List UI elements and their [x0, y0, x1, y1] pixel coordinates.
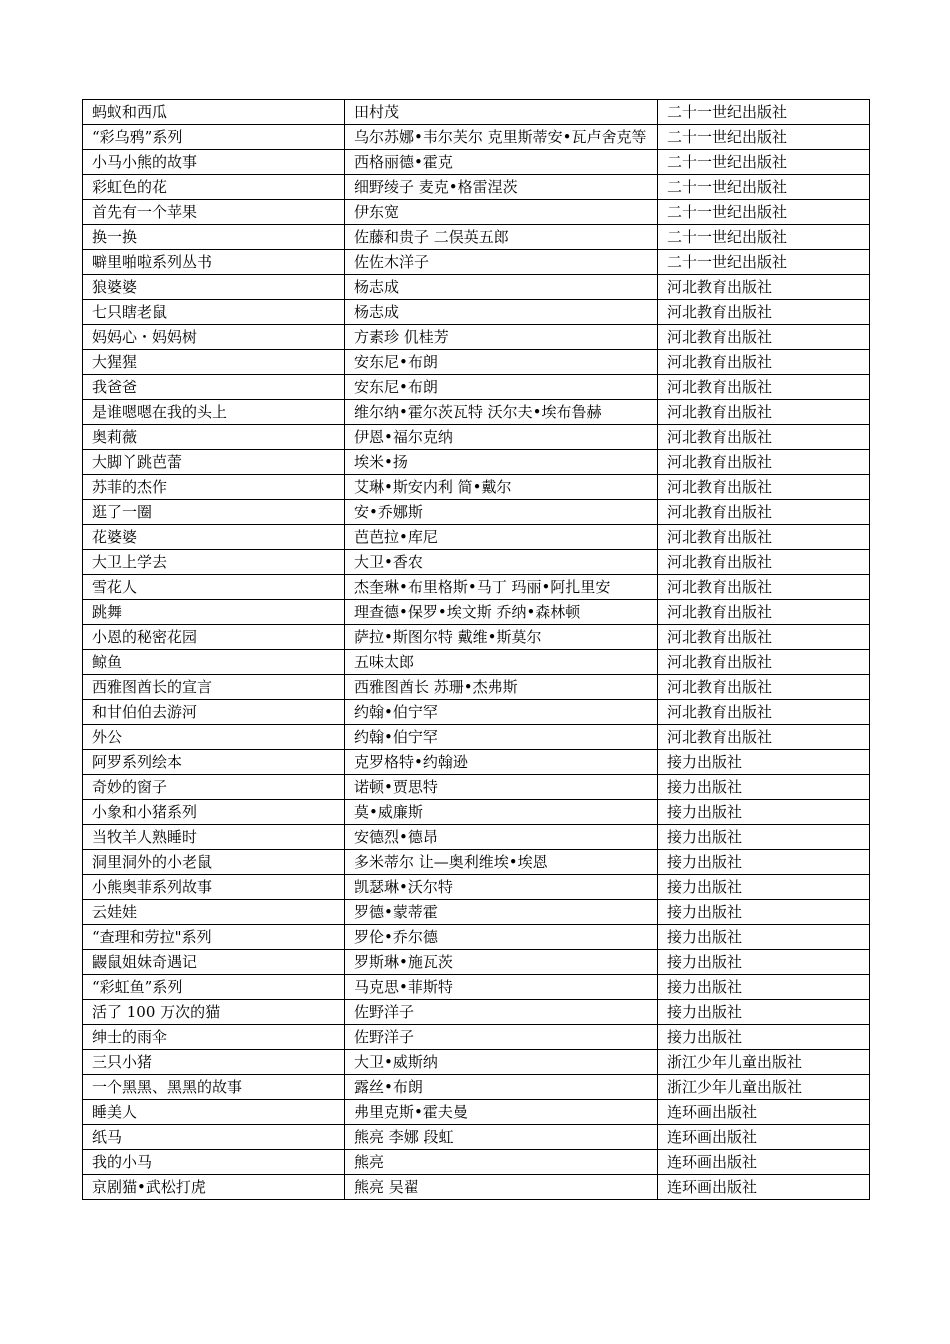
table-row [83, 225, 870, 250]
publisher-cell: 二十一世纪出版社 [658, 150, 870, 175]
book-title-cell: 彩虹色的花 [83, 175, 345, 200]
table-row [83, 825, 870, 850]
book-title-cell: 我的小马 [83, 1150, 345, 1175]
publisher-cell: 二十一世纪出版社 [658, 100, 870, 125]
book-title-cell: “彩乌鸦”系列 [83, 125, 345, 150]
publisher-cell: 河北教育出版社 [658, 525, 870, 550]
publisher-cell: 接力出版社 [658, 850, 870, 875]
author-cell: 五味太郎 [345, 650, 658, 675]
table-row [83, 1000, 870, 1025]
table-row [83, 500, 870, 525]
publisher-cell: 河北教育出版社 [658, 400, 870, 425]
table-row [83, 675, 870, 700]
author-cell: 佐佐木洋子 [345, 250, 658, 275]
author-cell: 露丝•布朗 [345, 1075, 658, 1100]
publisher-cell: 连环画出版社 [658, 1125, 870, 1150]
book-title-cell: 鼹鼠姐妹奇遇记 [83, 950, 345, 975]
book-title-cell: 雪花人 [83, 575, 345, 600]
publisher-cell: 连环画出版社 [658, 1100, 870, 1125]
book-title-cell: 小象和小猪系列 [83, 800, 345, 825]
table-row [83, 950, 870, 975]
table-row [83, 100, 870, 125]
author-cell: 马克思•菲斯特 [345, 975, 658, 1000]
book-title-cell: 我爸爸 [83, 375, 345, 400]
book-title-cell: 小熊奥菲系列故事 [83, 875, 345, 900]
author-cell: 伊恩•福尔克纳 [345, 425, 658, 450]
book-title-cell: 七只瞎老鼠 [83, 300, 345, 325]
publisher-cell: 河北教育出版社 [658, 425, 870, 450]
publisher-cell: 河北教育出版社 [658, 375, 870, 400]
table-row [83, 575, 870, 600]
author-cell: 克罗格特•约翰逊 [345, 750, 658, 775]
publisher-cell: 河北教育出版社 [658, 650, 870, 675]
publisher-cell: 河北教育出版社 [658, 450, 870, 475]
book-title-cell: 三只小猪 [83, 1050, 345, 1075]
publisher-cell: 河北教育出版社 [658, 700, 870, 725]
book-title-cell: 小马小熊的故事 [83, 150, 345, 175]
table-row [83, 975, 870, 1000]
book-title-cell: 纸马 [83, 1125, 345, 1150]
publisher-cell: 河北教育出版社 [658, 725, 870, 750]
author-cell: 安德烈•德昂 [345, 825, 658, 850]
table-row [83, 800, 870, 825]
author-cell: 罗伦•乔尔德 [345, 925, 658, 950]
book-title-cell: 阿罗系列绘本 [83, 750, 345, 775]
author-cell: 弗里克斯•霍夫曼 [345, 1100, 658, 1125]
author-cell: 诺顿•贾思特 [345, 775, 658, 800]
table-row [83, 175, 870, 200]
book-title-cell: 是谁嗯嗯在我的头上 [83, 400, 345, 425]
table-row [83, 450, 870, 475]
table-row [83, 1025, 870, 1050]
author-cell: 罗斯琳•施瓦茨 [345, 950, 658, 975]
author-cell: 细野绫子 麦克•格雷涅茨 [345, 175, 658, 200]
book-title-cell: 和甘伯伯去游河 [83, 700, 345, 725]
table-row [83, 850, 870, 875]
table-row [83, 250, 870, 275]
table-row [83, 275, 870, 300]
book-title-cell: 妈妈心・妈妈树 [83, 325, 345, 350]
author-cell: 熊亮 [345, 1150, 658, 1175]
author-cell: 理查德•保罗•埃文斯 乔纳•森林顿 [345, 600, 658, 625]
publisher-cell: 河北教育出版社 [658, 475, 870, 500]
table-row [83, 1100, 870, 1125]
publisher-cell: 河北教育出版社 [658, 550, 870, 575]
book-title-cell: 外公 [83, 725, 345, 750]
book-title-cell: “彩虹鱼”系列 [83, 975, 345, 1000]
author-cell: 埃米•扬 [345, 450, 658, 475]
table-row [83, 1050, 870, 1075]
author-cell: 西格丽德•霍克 [345, 150, 658, 175]
book-title-cell: 大猩猩 [83, 350, 345, 375]
author-cell: 大卫•香农 [345, 550, 658, 575]
publisher-cell: 河北教育出版社 [658, 300, 870, 325]
publisher-cell: 河北教育出版社 [658, 625, 870, 650]
table-row [83, 400, 870, 425]
table-row [83, 1150, 870, 1175]
publisher-cell: 接力出版社 [658, 1025, 870, 1050]
author-cell: 大卫•威斯纳 [345, 1050, 658, 1075]
book-title-cell: 狼婆婆 [83, 275, 345, 300]
table-row [83, 625, 870, 650]
book-title-cell: 跳舞 [83, 600, 345, 625]
author-cell: 维尔纳•霍尔茨瓦特 沃尔夫•埃布鲁赫 [345, 400, 658, 425]
author-cell: 安东尼•布朗 [345, 375, 658, 400]
book-title-cell: 奥莉薇 [83, 425, 345, 450]
author-cell: 多米蒂尔 让—奥利维埃•埃恩 [345, 850, 658, 875]
publisher-cell: 连环画出版社 [658, 1150, 870, 1175]
book-title-cell: 睡美人 [83, 1100, 345, 1125]
table-row [83, 525, 870, 550]
table-row [83, 475, 870, 500]
publisher-cell: 接力出版社 [658, 925, 870, 950]
author-cell: 艾琳•斯安内利 简•戴尔 [345, 475, 658, 500]
table-row [83, 650, 870, 675]
author-cell: 芭芭拉•库尼 [345, 525, 658, 550]
table-row [83, 1125, 870, 1150]
author-cell: 罗德•蒙蒂霍 [345, 900, 658, 925]
book-title-cell: 大脚丫跳芭蕾 [83, 450, 345, 475]
publisher-cell: 连环画出版社 [658, 1175, 870, 1200]
book-title-cell: “查理和劳拉"系列 [83, 925, 345, 950]
publisher-cell: 接力出版社 [658, 875, 870, 900]
book-title-cell: 蚂蚁和西瓜 [83, 100, 345, 125]
table-row [83, 125, 870, 150]
publisher-cell: 二十一世纪出版社 [658, 175, 870, 200]
book-title-cell: 一个黑黑、黑黑的故事 [83, 1075, 345, 1100]
author-cell: 乌尔苏娜•韦尔芙尔 克里斯蒂安•瓦卢舍克等 [345, 125, 658, 150]
book-title-cell: 京剧猫•武松打虎 [83, 1175, 345, 1200]
book-title-cell: 奇妙的窗子 [83, 775, 345, 800]
author-cell: 安东尼•布朗 [345, 350, 658, 375]
book-title-cell: 大卫上学去 [83, 550, 345, 575]
book-title-cell: 逛了一圈 [83, 500, 345, 525]
book-title-cell: 西雅图酋长的宣言 [83, 675, 345, 700]
author-cell: 凯瑟琳•沃尔特 [345, 875, 658, 900]
book-title-cell: 洞里洞外的小老鼠 [83, 850, 345, 875]
book-title-cell: 花婆婆 [83, 525, 345, 550]
publisher-cell: 接力出版社 [658, 825, 870, 850]
book-list-table [82, 99, 870, 1200]
publisher-cell: 接力出版社 [658, 750, 870, 775]
publisher-cell: 河北教育出版社 [658, 275, 870, 300]
publisher-cell: 接力出版社 [658, 800, 870, 825]
author-cell: 方素珍 仉桂芳 [345, 325, 658, 350]
author-cell: 佐藤和贵子 二俣英五郎 [345, 225, 658, 250]
publisher-cell: 接力出版社 [658, 900, 870, 925]
author-cell: 约翰•伯宁罕 [345, 700, 658, 725]
table-row [83, 725, 870, 750]
publisher-cell: 河北教育出版社 [658, 575, 870, 600]
publisher-cell: 接力出版社 [658, 950, 870, 975]
book-title-cell: 当牧羊人熟睡时 [83, 825, 345, 850]
publisher-cell: 河北教育出版社 [658, 600, 870, 625]
publisher-cell: 二十一世纪出版社 [658, 225, 870, 250]
book-title-cell: 小恩的秘密花园 [83, 625, 345, 650]
publisher-cell: 河北教育出版社 [658, 675, 870, 700]
author-cell: 田村茂 [345, 100, 658, 125]
author-cell: 佐野洋子 [345, 1025, 658, 1050]
book-title-cell: 绅士的雨伞 [83, 1025, 345, 1050]
publisher-cell: 河北教育出版社 [658, 500, 870, 525]
author-cell: 熊亮 吴翟 [345, 1175, 658, 1200]
table-row [83, 200, 870, 225]
author-cell: 莫•威廉斯 [345, 800, 658, 825]
book-title-cell: 首先有一个苹果 [83, 200, 345, 225]
table-row [83, 900, 870, 925]
author-cell: 佐野洋子 [345, 1000, 658, 1025]
author-cell: 伊东宽 [345, 200, 658, 225]
author-cell: 西雅图酋长 苏珊•杰弗斯 [345, 675, 658, 700]
publisher-cell: 浙江少年儿童出版社 [658, 1075, 870, 1100]
table-row [83, 600, 870, 625]
book-title-cell: 噼里啪啦系列丛书 [83, 250, 345, 275]
table-row [83, 550, 870, 575]
author-cell: 杨志成 [345, 275, 658, 300]
book-title-cell: 云娃娃 [83, 900, 345, 925]
table-row [83, 875, 870, 900]
table-row [83, 700, 870, 725]
author-cell: 约翰•伯宁罕 [345, 725, 658, 750]
book-title-cell: 活了 100 万次的猫 [83, 1000, 345, 1025]
table-row [83, 425, 870, 450]
table-row [83, 375, 870, 400]
publisher-cell: 河北教育出版社 [658, 325, 870, 350]
table-row [83, 925, 870, 950]
table-row [83, 300, 870, 325]
publisher-cell: 接力出版社 [658, 775, 870, 800]
book-title-cell: 鲸鱼 [83, 650, 345, 675]
table-row [83, 750, 870, 775]
book-title-cell: 换一换 [83, 225, 345, 250]
publisher-cell: 接力出版社 [658, 1000, 870, 1025]
book-title-cell: 苏菲的杰作 [83, 475, 345, 500]
publisher-cell: 二十一世纪出版社 [658, 250, 870, 275]
table-row [83, 1175, 870, 1200]
publisher-cell: 接力出版社 [658, 975, 870, 1000]
table-row [83, 325, 870, 350]
publisher-cell: 河北教育出版社 [658, 350, 870, 375]
publisher-cell: 浙江少年儿童出版社 [658, 1050, 870, 1075]
author-cell: 杰奎琳•布里格斯•马丁 玛丽•阿扎里安 [345, 575, 658, 600]
author-cell: 杨志成 [345, 300, 658, 325]
publisher-cell: 二十一世纪出版社 [658, 125, 870, 150]
author-cell: 安•乔娜斯 [345, 500, 658, 525]
author-cell: 萨拉•斯图尔特 戴维•斯莫尔 [345, 625, 658, 650]
table-row [83, 350, 870, 375]
table-row [83, 775, 870, 800]
publisher-cell: 二十一世纪出版社 [658, 200, 870, 225]
table-row [83, 1075, 870, 1100]
author-cell: 熊亮 李娜 段虹 [345, 1125, 658, 1150]
book-list-body [83, 100, 870, 1200]
table-row [83, 150, 870, 175]
